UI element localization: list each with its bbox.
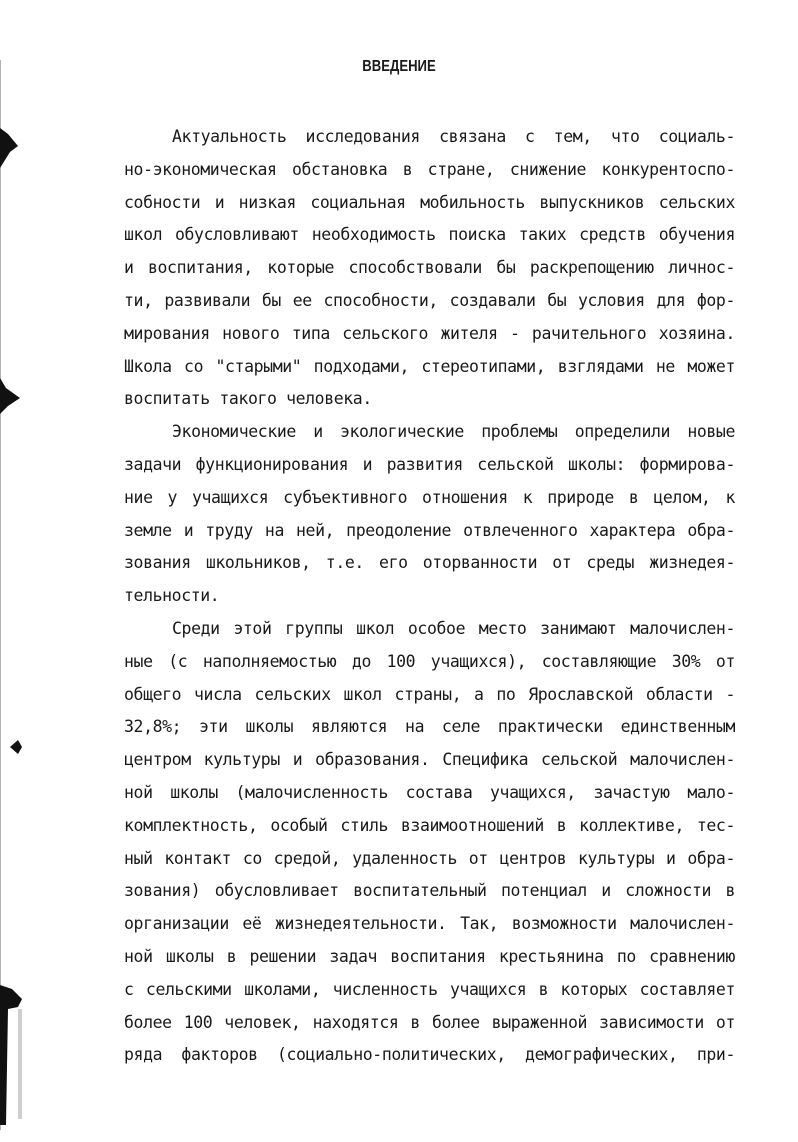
text-line: зования) обусловливает воспитательный потенциал и сложности в xyxy=(124,881,735,901)
binding-mark-small xyxy=(10,740,22,754)
text-line: ти, развивали бы ее способности, создавали бы условия для фор- xyxy=(124,290,735,310)
text-line: мирования нового типа сельского жителя - рачительного хозяина. xyxy=(124,323,735,343)
text-line: ние у учащихся субъективного отношения к природе в целом, к xyxy=(124,487,735,507)
text-line: но-экономическая обстановка в стране, снижение конкурентоспо- xyxy=(124,159,735,179)
text-line: организации её жизнедеятельности. Так, возможности малочислен- xyxy=(124,914,735,934)
text-line: воспитать такого человека. xyxy=(124,389,372,409)
text-line: ные (с наполняемостью до 100 учащихся), составляющие 30% от xyxy=(124,651,735,671)
text-line: 32,8%; эти школы являются на селе практически единственным xyxy=(124,717,735,737)
text-line: школ обусловливают необходимость поиска таких средств обучения xyxy=(124,225,735,245)
binding-mark-middle xyxy=(0,378,22,414)
text-line: ной школы в решении задач воспитания крестьянина по сравнению xyxy=(124,946,735,966)
body-text xyxy=(124,121,735,1072)
text-line: и воспитания, которые способствовали бы раскрепощению личнос- xyxy=(124,258,735,278)
text-line: собности и низкая социальная мобильность выпускников сельских xyxy=(124,192,735,212)
text-line: ной школы (малочисленность состава учащихся, зачастую мало- xyxy=(124,782,735,802)
text-line: ный контакт со средой, удаленность от центров культуры и обра- xyxy=(124,848,735,868)
text-line: с сельскими школами, численность учащихся в которых составляет xyxy=(124,979,735,999)
page-title: ВВЕДЕНИЕ xyxy=(362,58,436,75)
text-line: комплектность, особый стиль взаимоотношений в коллективе, тес- xyxy=(124,815,735,835)
text-line: тельности. xyxy=(124,586,220,606)
text-line: Школа со "старыми" подходами, стереотипами, взглядами не может xyxy=(124,356,735,376)
text-line: Среди этой группы школ особое место занимают малочислен- xyxy=(172,618,735,638)
text-line: Актуальность исследования связана с тем, что социаль- xyxy=(172,127,735,146)
scan-edge-line xyxy=(0,60,1,1130)
text-line: общего числа сельских школ страны, а по Ярославской области - xyxy=(124,684,735,704)
text-line: зования школьников, т.е. его оторванности от среды жизнедея- xyxy=(124,553,735,573)
text-line: задачи функционирования и развития сельской школы: формирова- xyxy=(124,454,735,474)
binding-mark-top xyxy=(0,128,20,168)
text-line: Экономические и экологические проблемы определили новые xyxy=(172,422,735,442)
text-line: более 100 человек, находятся в более выраженной зависимости от xyxy=(124,1012,735,1032)
text-line: земле и труду на ней, преодоление отвлеченного характера обра- xyxy=(124,520,735,540)
text-line: центром культуры и образования. Специфика сельской малочислен- xyxy=(124,750,735,770)
text-line: ряда факторов (социально-политических, демографических, при- xyxy=(124,1045,735,1065)
binding-mark-bottom xyxy=(0,985,26,1125)
